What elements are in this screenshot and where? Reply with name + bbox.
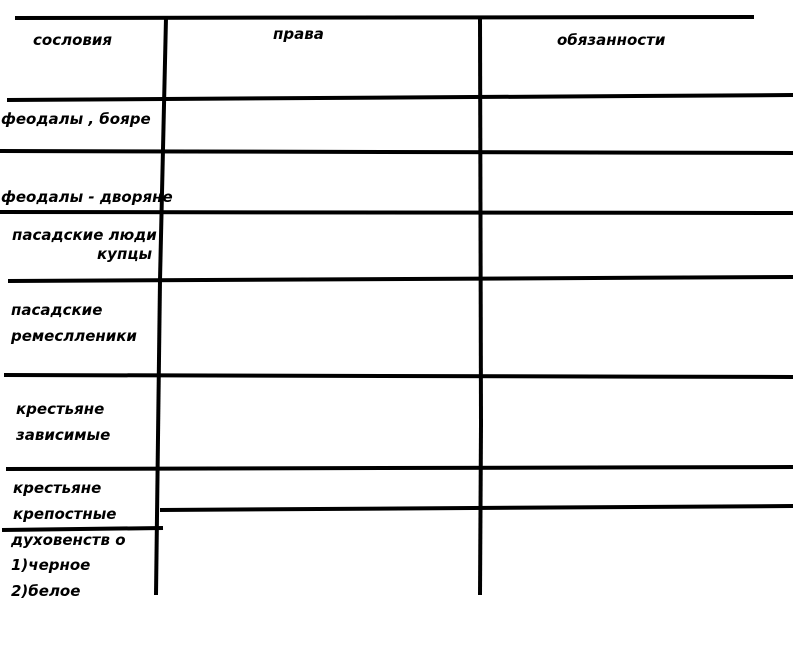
row-label: пасадские люди bbox=[12, 226, 157, 244]
header-rights: права bbox=[273, 25, 324, 43]
column-divider-line bbox=[480, 425, 481, 595]
row-label: духовенств о bbox=[11, 531, 126, 549]
column-divider-line bbox=[160, 18, 166, 280]
row-divider-line bbox=[6, 467, 793, 469]
header-duties: обязанности bbox=[557, 31, 666, 49]
row-label: крепостные bbox=[13, 505, 117, 523]
row-label: ремеслленики bbox=[11, 327, 137, 345]
row-divider-line bbox=[4, 375, 793, 377]
row-label: феодалы - дворяне bbox=[1, 188, 173, 206]
column-divider-line bbox=[156, 280, 160, 595]
header-divider-line bbox=[7, 95, 793, 100]
row-label: 1)черное bbox=[11, 556, 91, 574]
row-divider-line bbox=[2, 528, 163, 530]
column-divider-line bbox=[480, 17, 481, 425]
header-estates: сословия bbox=[33, 31, 113, 49]
row-label: 2)белое bbox=[11, 582, 81, 600]
row-label: крестьяне bbox=[13, 479, 102, 497]
row-divider-line bbox=[0, 212, 793, 213]
row-label: пасадские bbox=[11, 301, 103, 319]
row-label: крестьяне bbox=[16, 400, 105, 418]
row-divider-line bbox=[160, 506, 793, 510]
row-divider-line bbox=[8, 277, 793, 281]
row-label: зависимые bbox=[16, 426, 111, 444]
top-border-line bbox=[15, 17, 754, 18]
row-divider-line bbox=[0, 151, 793, 153]
row-label: феодалы , бояре bbox=[1, 110, 151, 128]
row-label: купцы bbox=[97, 245, 153, 263]
